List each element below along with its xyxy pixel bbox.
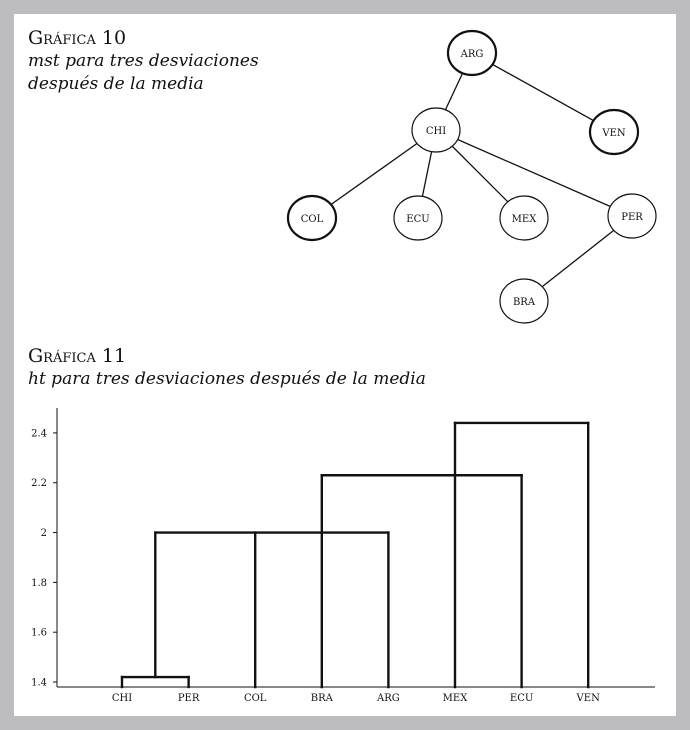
y-tick-label: 1.6 <box>31 627 47 639</box>
mst-node-label: ECU <box>406 214 430 225</box>
x-tick-label-col: COL <box>243 693 267 704</box>
figure-frame <box>14 14 676 716</box>
x-ticks <box>112 693 600 704</box>
dendrogram-links <box>122 423 588 687</box>
graph11-subtitle: ht para tres desviaciones después de la media <box>28 369 426 389</box>
y-tick-label: 2.2 <box>31 478 47 490</box>
y-ticks <box>31 428 57 688</box>
y-tick-label: 1.8 <box>31 577 47 589</box>
mst-node-label: MEX <box>511 214 537 225</box>
mst-node-label: CHI <box>425 126 447 137</box>
graph10-subtitle-line2: después de la media <box>28 74 204 94</box>
graph10-subtitle-line1: mst para tres desviaciones <box>28 51 259 71</box>
y-tick-label: 2.4 <box>31 428 47 440</box>
dendrogram-chart <box>14 14 676 716</box>
x-tick-label-bra: BRA <box>310 693 333 704</box>
x-tick-label-mex: MEX <box>442 693 468 704</box>
x-tick-label-per: PER <box>177 693 200 704</box>
mst-node-label: BRA <box>512 297 536 308</box>
graph11-title: Gráfica 11 <box>28 345 127 367</box>
x-tick-label-arg: ARG <box>377 693 400 704</box>
x-tick-label-ecu: ECU <box>509 693 534 704</box>
mst-node-label: PER <box>621 212 643 223</box>
mst-node-label: ARG <box>460 49 484 60</box>
mst-node-label: COL <box>300 214 324 225</box>
x-tick-label-ven: VEN <box>576 693 600 704</box>
graph10-title: Gráfica 10 <box>28 27 127 49</box>
x-tick-label-chi: CHI <box>111 693 133 704</box>
mst-node-label: VEN <box>602 128 626 139</box>
y-tick-label: 2 <box>40 528 47 540</box>
y-tick-label: 1.4 <box>31 677 47 689</box>
